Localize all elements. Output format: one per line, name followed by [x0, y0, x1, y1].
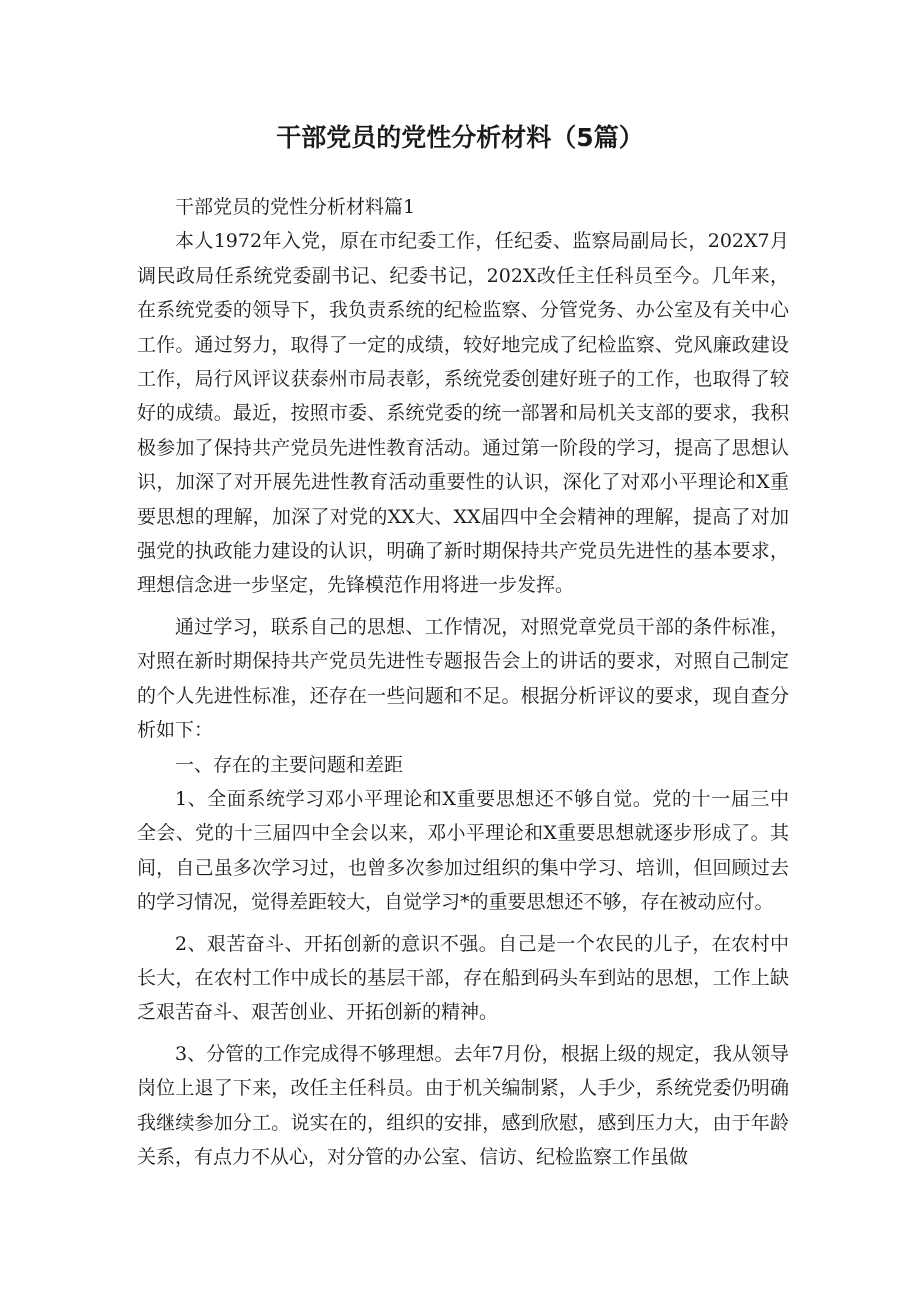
paragraph: 本人1972年入党，原在市纪委工作，任纪委、监察局副局长，202X7月调民政局任系统党委副书记、纪委书记，202X改任主任科员至今。几年来，在系统党委的领导下，我负责系统的纪检监察、分管党务、办公室及有关中心工作。通过努力，取得了一定的成绩，较好地完成了纪检监察、党风廉政建设工作，局行风评议获泰州市局表彰，系统党委创建好班子的工作，也取得了较好的成绩。最近，按照市委、系统党委的统一部署和局机关支部的要求，我积极参加了保持共产党员先进性教育活动。通过第一阶段的学习，提高了思想认识，加深了对开展先进性教育活动重要性的认识，深化了对邓小平理论和X重要思想的理解，加深了对党的XX大、XX届四中全会精神的理解，提高了对加强党的执政能力建设的认识，明确了新时期保持共产党员先进性的基本要求，理想信念进一步坚定，先锋模范作用将进一步发挥。 — [137, 230, 789, 597]
subsection-heading: 一、存在的主要问题和差距 — [175, 753, 404, 776]
paragraph: 3、分管的工作完成得不够理想。去年7月份，根据上级的规定，我从领导岗位上退了下来，改任主任科员。由于机关编制紧，人手少，系统党委仍明确我继续参加分工。说实在的，组织的安排，感到欣慰，感到压力大，由于年龄关系，有点力不从心，对分管的办公室、信访、纪检监察工作虽做 — [137, 1042, 789, 1168]
paragraph: 通过学习，联系自己的思想、工作情况，对照党章党员干部的条件标准，对照在新时期保持共产党员先进性专题报告会上的讲话的要求，对照自己制定的个人先进性标准，还存在一些问题和不足。根据分析评议的要求，现自查分析如下： — [137, 615, 789, 742]
paragraph: 2、艰苦奋斗、开拓创新的意识不强。自己是一个农民的儿子，在农村中长大，在农村工作中成长的基层干部，存在船到码头车到站的思想，工作上缺乏艰苦奋斗、艰苦创业、开拓创新的精神。 — [137, 932, 789, 1024]
document-title: 干部党员的党性分析材料（5篇） — [276, 123, 644, 152]
document-body — [137, 190, 789, 1174]
paragraph: 1、全面系统学习邓小平理论和X重要思想还不够自觉。党的十一届三中全会、党的十三届四中全会以来，邓小平理论和X重要思想就逐步形成了。其间，自己虽多次学习过，也曾多次参加过组织的集中学习、培训，但回顾过去的学习情况，觉得差距较大，自觉学习*的重要思想还不够，存在被动应付。 — [137, 787, 789, 914]
section-heading: 干部党员的党性分析材料篇1 — [175, 196, 416, 218]
